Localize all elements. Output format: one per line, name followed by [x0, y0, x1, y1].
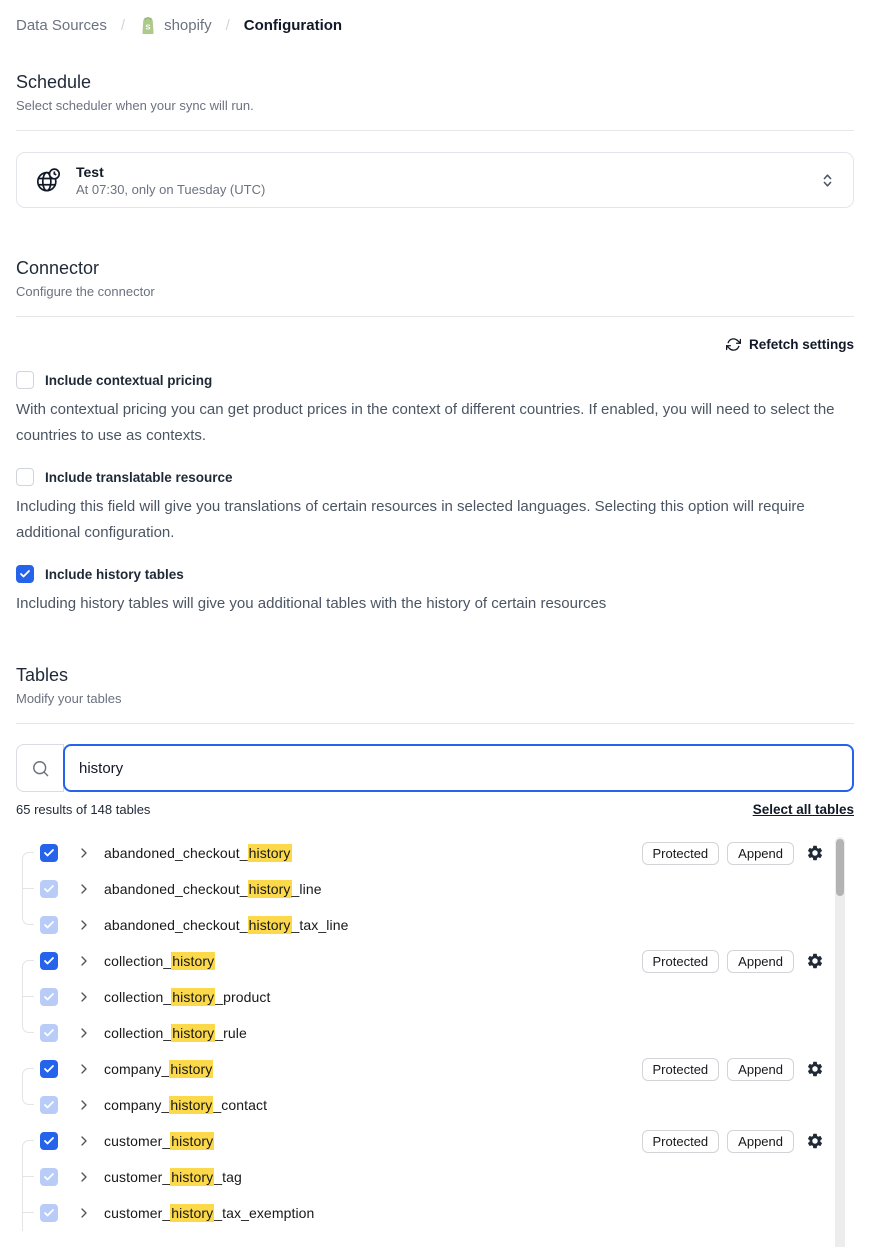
table-row: [16, 835, 854, 871]
table-name: company_history_contact: [104, 1097, 268, 1113]
option-contextual-pricing-label: Include contextual pricing: [45, 372, 213, 388]
table-name: collection_history: [104, 953, 215, 969]
table-row: [16, 1087, 854, 1123]
option-history-tables: [16, 565, 854, 617]
table-row: [16, 943, 854, 979]
tree-connector: [16, 1123, 40, 1159]
append-badge[interactable]: Append: [727, 842, 794, 865]
refresh-icon: [726, 337, 741, 352]
gear-icon[interactable]: [806, 844, 824, 862]
append-badge[interactable]: Append: [727, 1058, 794, 1081]
breadcrumb-configuration[interactable]: [244, 17, 342, 34]
refetch-settings-button[interactable]: [726, 337, 854, 352]
refetch-row: [16, 337, 854, 352]
option-history-tables-label: Include history tables: [45, 566, 184, 582]
tree-connector: [16, 1051, 40, 1087]
results-count: 65 results of 148 tables: [16, 802, 151, 817]
tree-connector: [16, 1195, 40, 1231]
table-name: collection_history_product: [104, 989, 271, 1005]
table-row: [16, 1195, 854, 1231]
protected-badge[interactable]: Protected: [642, 842, 720, 865]
expand-chevron-icon[interactable]: [76, 845, 92, 861]
option-contextual-pricing: [16, 371, 854, 449]
table-row: [16, 1123, 854, 1159]
table-row-checkbox[interactable]: [40, 880, 58, 898]
tree-connector: [16, 1087, 40, 1123]
search-icon-box: [16, 744, 64, 792]
option-contextual-pricing-description: With contextual pricing you can get product prices in the context of different countries. If enabled, you will need to select the countries to use as contexts.: [16, 401, 835, 444]
expand-chevron-icon[interactable]: [76, 953, 92, 969]
tables-section: [16, 665, 854, 1247]
checkbox-contextual-pricing[interactable]: [16, 371, 34, 389]
breadcrumb-configuration-label: Configuration: [243, 17, 343, 34]
select-all-tables-link[interactable]: Select all tables: [752, 802, 854, 817]
connector-title: Connector: [16, 258, 100, 278]
gear-icon[interactable]: [806, 952, 824, 970]
results-row: [16, 802, 854, 817]
option-history-tables-description: Including history tables will give you additional tables with the history of certain resources: [16, 595, 607, 612]
tree-connector: [16, 835, 40, 871]
table-row-checkbox[interactable]: [40, 1060, 58, 1078]
tree-connector: [16, 1015, 40, 1051]
table-row-checkbox[interactable]: [40, 988, 58, 1006]
checkbox-history-tables[interactable]: [16, 565, 34, 583]
expand-chevron-icon[interactable]: [76, 917, 92, 933]
table-row-checkbox[interactable]: [40, 1024, 58, 1042]
shopify-bag-icon: [139, 16, 157, 35]
tables-title: Tables: [16, 665, 69, 685]
table-name: collection_history_rule: [104, 1025, 247, 1041]
breadcrumb-separator: /: [120, 17, 126, 34]
option-contextual-pricing-toggle[interactable]: [16, 371, 854, 389]
expand-chevron-icon[interactable]: [76, 1205, 92, 1221]
breadcrumb: [16, 0, 854, 35]
option-translatable-resource-toggle[interactable]: [16, 468, 854, 486]
append-badge[interactable]: Append: [727, 950, 794, 973]
globe-clock-icon: [35, 167, 62, 194]
row-badges: [642, 1130, 794, 1153]
table-row-checkbox[interactable]: [40, 952, 58, 970]
tree-connector: [16, 907, 40, 943]
scrollbar-thumb[interactable]: [836, 839, 844, 896]
option-translatable-resource: [16, 468, 854, 546]
table-row: [16, 907, 854, 943]
tree-connector: [16, 943, 40, 979]
checkbox-translatable-resource[interactable]: [16, 468, 34, 486]
option-translatable-resource-description: Including this field will give you translations of certain resources in selected languages. Selecting this option will require additional configuration.: [16, 498, 805, 541]
gear-icon[interactable]: [806, 1132, 824, 1150]
schedule-subtitle: Select scheduler when your sync will run.: [16, 98, 254, 113]
tree-connector: [16, 979, 40, 1015]
table-row-checkbox[interactable]: [40, 844, 58, 862]
gear-icon[interactable]: [806, 1060, 824, 1078]
table-list: [16, 835, 854, 1247]
schedule-description: At 07:30, only on Tuesday (UTC): [76, 181, 266, 197]
table-row: [16, 1015, 854, 1051]
table-name: abandoned_checkout_history_line: [104, 881, 322, 897]
schedule-title: Schedule: [16, 72, 92, 92]
table-row: [16, 979, 854, 1015]
table-search-row: [16, 744, 854, 792]
schedule-selector[interactable]: [16, 152, 854, 208]
row-badges: [642, 842, 794, 865]
breadcrumb-shopify-label: shopify: [164, 17, 212, 34]
protected-badge[interactable]: Protected: [642, 1058, 720, 1081]
expand-chevron-icon[interactable]: [76, 1133, 92, 1149]
table-row-checkbox[interactable]: [40, 1132, 58, 1150]
schedule-name: Test: [76, 163, 104, 180]
expand-chevron-icon[interactable]: [76, 881, 92, 897]
table-name: customer_history: [104, 1133, 214, 1149]
divider: [16, 316, 854, 317]
breadcrumb-shopify[interactable]: [139, 16, 212, 35]
expand-chevron-icon[interactable]: [76, 989, 92, 1005]
table-row-checkbox[interactable]: [40, 1204, 58, 1222]
row-badges: [642, 950, 794, 973]
refetch-settings-label: Refetch settings: [748, 337, 854, 352]
connector-subtitle: Configure the connector: [16, 284, 155, 299]
breadcrumb-data-sources[interactable]: [16, 17, 107, 34]
divider: [16, 130, 854, 131]
option-history-tables-toggle[interactable]: [16, 565, 854, 583]
tables-subtitle: Modify your tables: [16, 691, 122, 706]
table-row: [16, 871, 854, 907]
table-name: abandoned_checkout_history_tax_line: [104, 917, 349, 933]
expand-chevron-icon[interactable]: [76, 1097, 92, 1113]
protected-badge[interactable]: Protected: [642, 950, 720, 973]
connector-section: [16, 258, 854, 617]
table-row: [16, 1051, 854, 1087]
schedule-section: [16, 72, 854, 208]
divider: [16, 723, 854, 724]
table-row-checkbox[interactable]: [40, 1096, 58, 1114]
protected-badge[interactable]: Protected: [642, 1130, 720, 1153]
search-icon: [31, 759, 50, 778]
table-name: customer_history_tag: [104, 1169, 242, 1185]
select-caret-icon: [820, 173, 835, 188]
table-search-input[interactable]: [63, 744, 854, 792]
scrollbar[interactable]: [835, 837, 845, 1247]
row-badges: [642, 1058, 794, 1081]
expand-chevron-icon[interactable]: [76, 1025, 92, 1041]
expand-chevron-icon[interactable]: [76, 1169, 92, 1185]
option-translatable-resource-label: Include translatable resource: [45, 469, 233, 485]
append-badge[interactable]: Append: [727, 1130, 794, 1153]
table-row-checkbox[interactable]: [40, 1168, 58, 1186]
schedule-selector-text: [76, 164, 265, 197]
table-name: company_history: [104, 1061, 213, 1077]
table-name: abandoned_checkout_history: [104, 845, 291, 861]
table-name: customer_history_tax_exemption: [104, 1205, 315, 1221]
svg-text:S: S: [145, 22, 151, 32]
expand-chevron-icon[interactable]: [76, 1061, 92, 1077]
breadcrumb-data-sources-label: Data Sources: [16, 17, 107, 34]
breadcrumb-separator: /: [225, 17, 230, 34]
table-row-checkbox[interactable]: [40, 916, 58, 934]
tree-connector: [16, 871, 40, 907]
